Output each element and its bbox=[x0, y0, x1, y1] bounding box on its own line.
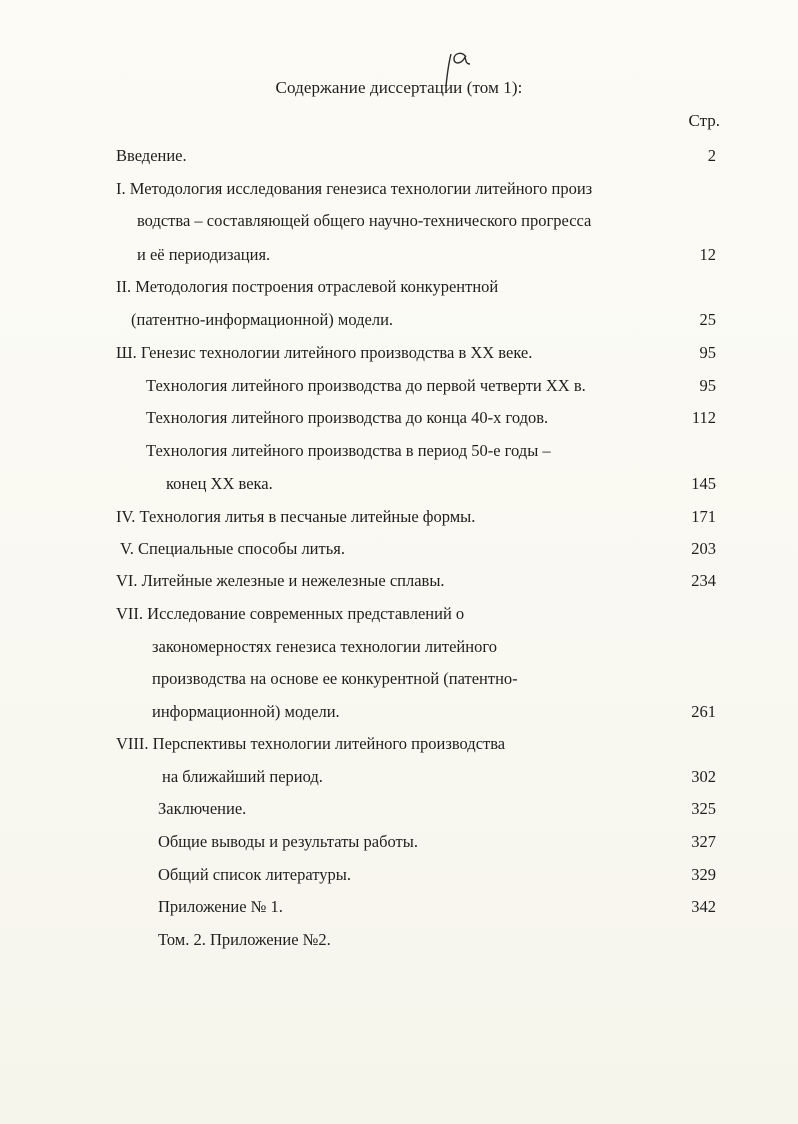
page-title: Содержание диссертации (том 1): bbox=[275, 78, 523, 97]
toc-entry bbox=[0, 599, 798, 629]
entry-page: 325 bbox=[691, 799, 716, 818]
entry-title: Приложение № 1. bbox=[158, 897, 283, 916]
toc-entry bbox=[0, 305, 798, 335]
entry-title: и её периодизация. bbox=[137, 245, 271, 264]
toc-entry bbox=[0, 827, 798, 857]
toc-entry bbox=[0, 697, 798, 727]
toc-entry bbox=[0, 272, 798, 302]
toc-entry bbox=[0, 436, 798, 466]
entry-title: VI. Литейные железные и нежелезные сплавы. bbox=[116, 571, 445, 590]
entry-title: закономерностях генезиса технологии литейного bbox=[152, 637, 497, 656]
toc-entry bbox=[0, 141, 798, 171]
toc-entry bbox=[0, 206, 798, 236]
entry-title: V. Специальные способы литья. bbox=[120, 539, 345, 558]
entry-title: Ш. Генезис технологии литейного производства в ХХ веке. bbox=[116, 343, 533, 362]
entry-page: 302 bbox=[691, 767, 716, 786]
entry-page: 25 bbox=[699, 310, 716, 329]
entry-page: 171 bbox=[691, 507, 716, 526]
toc-entry bbox=[0, 925, 798, 955]
toc-entry bbox=[0, 860, 798, 890]
entry-page: 329 bbox=[691, 865, 716, 884]
entry-title: Технология литейного производства до первой четверти ХХ в. bbox=[146, 376, 586, 395]
toc-entry bbox=[0, 502, 798, 532]
toc-entry bbox=[0, 174, 798, 204]
entry-title: Общие выводы и результаты работы. bbox=[158, 832, 418, 851]
entry-title: Том. 2. Приложение №2. bbox=[158, 930, 331, 949]
entry-title: Введение. bbox=[116, 146, 187, 165]
entry-title: II. Методология построения отраслевой конкурентной bbox=[116, 277, 499, 296]
toc-entry bbox=[0, 338, 798, 368]
entry-page: 12 bbox=[699, 245, 716, 264]
entry-title: (патентно-информационной) модели. bbox=[131, 310, 394, 329]
entry-title: конец ХХ века. bbox=[166, 474, 273, 493]
toc-entry bbox=[0, 729, 798, 759]
entry-page: 342 bbox=[691, 897, 716, 916]
toc-entry bbox=[0, 240, 798, 270]
entry-title: Заключение. bbox=[158, 799, 247, 818]
toc-entry bbox=[0, 371, 798, 401]
toc-entry bbox=[0, 403, 798, 433]
toc-entry bbox=[0, 469, 798, 499]
entry-page: 112 bbox=[691, 408, 716, 427]
entry-page: 2 bbox=[707, 146, 716, 165]
entry-page: 261 bbox=[691, 702, 716, 721]
entry-page: 327 bbox=[691, 832, 716, 851]
entry-title: IV. Технология литья в песчаные литейные формы. bbox=[116, 507, 476, 526]
entry-title: информационной) модели. bbox=[152, 702, 340, 721]
page-column-header: Стр. bbox=[688, 111, 720, 130]
entry-title: VIII. Перспективы технологии литейного производства bbox=[116, 734, 506, 753]
entry-page: 95 bbox=[699, 343, 716, 362]
toc-entry bbox=[0, 534, 798, 564]
entry-title: Общий список литературы. bbox=[158, 865, 351, 884]
toc-entry bbox=[0, 632, 798, 662]
entry-title: VII. Исследование современных представлений о bbox=[116, 604, 465, 623]
entry-page: 95 bbox=[699, 376, 716, 395]
entry-page: 145 bbox=[691, 474, 716, 493]
toc-entry bbox=[0, 664, 798, 694]
toc-entry bbox=[0, 794, 798, 824]
toc-entry bbox=[0, 566, 798, 596]
entry-title: Технология литейного производства в период 50-е годы – bbox=[146, 441, 551, 460]
entry-title: производства на основе ее конкурентной (патентно- bbox=[152, 669, 518, 688]
toc-entry bbox=[0, 892, 798, 922]
entry-page: 203 bbox=[691, 539, 716, 558]
entry-title: Технология литейного производства до конца 40-х годов. bbox=[146, 408, 549, 427]
entry-title: на ближайший период. bbox=[162, 767, 323, 786]
entry-title: водства – составляющей общего научно-технического прогресса bbox=[137, 211, 592, 230]
toc-entry bbox=[0, 762, 798, 792]
entry-page: 234 bbox=[691, 571, 716, 590]
entry-title: I. Методология исследования генезиса технологии литейного произ bbox=[116, 179, 593, 198]
